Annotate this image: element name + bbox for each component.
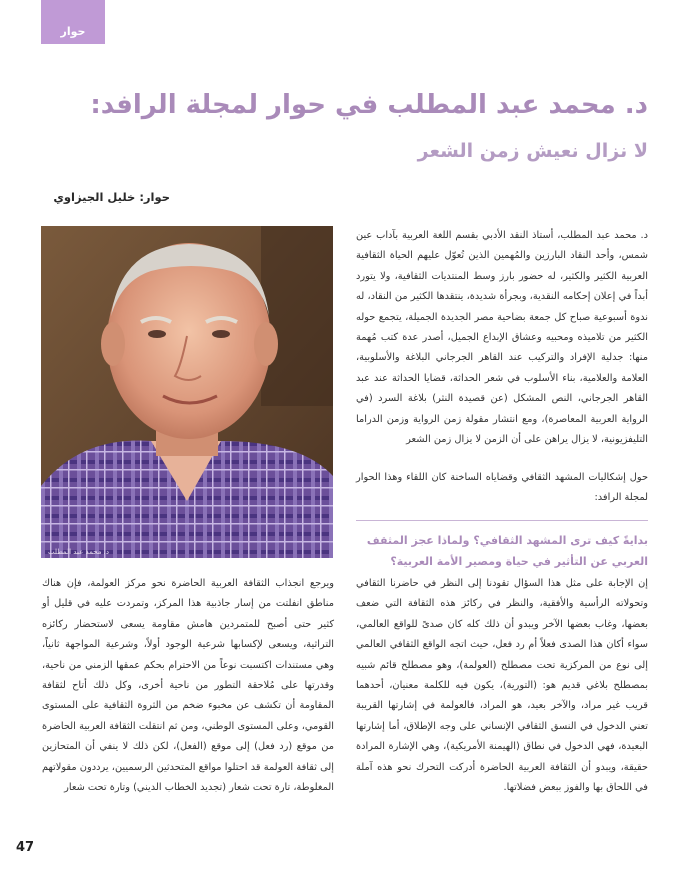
answer-column-left	[42, 574, 334, 798]
answer-paragraph: إن الإجابة على مثل هذا السؤال تقودنا إلى النظر في حاضرنا الثقافي وتحولاته الرأسية والأفقية، والنظر في ركائز هذه الثقافة التي ضعف بعضها، وغاب بعضها الآخر ويبدو أن ذلك كله كان صدىً للواقع العالمي، سواء أكان هذا الصدى فعلاً أم رد فعل، حيث اتجه الواقع الثقافي العالمي إلى نوع من المركزية تحت مصطلح (العولمة)، وهو مصطلح قائم شبيه بمصطلح بلاغي قديم هو: (التورية)، يكون فيه للكلمة معنيان، أحدهما قريب غير مراد، والآخر بعيد، هو المراد، فالعولمة في إشارتها القريبة تعني الدخول في النسق الثقافي الإنساني على وجه الإطلاق، أما إشارتها البعيدة، فهي الدخول في نطاق (الهيمنة الأمريكية)، وهي الإشارة المرادة حقيقة، ويبدو أن الثقافة العربية الحاضرة أدركت التحرك نحو هذه آملة في اللحاق بها والفوز ببعض فضلاتها.	[356, 578, 648, 794]
article-subtitle: لا نزال نعيش زمن الشعر	[417, 140, 648, 162]
byline: حوار: خليل الجيزاوي	[53, 190, 170, 204]
answer-paragraph-continued: ويرجع انجذاب الثقافة العربية الحاضرة نحو مركز العولمة، فإن هناك مناطق انفلتت من إسار جاذبية هذا المركز، وتمردت عليه في قليل أو كثير حتى أصبح للمتمردين هامش مقاومة يسعى لاستحضار ركائزه التراثية، ويسعى لإكسابها شرعية الوجود أولاً، وشرعية المواجهة ثانياً، وهي مستندات اكتسبت نوعاً من الاحترام بحكم عمقها الزمني من ناحية، وقدرتها على مُلاحقة التطور من ناحية أخرى، وكل ذلك أتاح لثقافة المقاومة أن تكشف عن مخبوء ضخم من الثروة الثقافية على المستوى القومي، وعلى المستوى الوطني، ومن ثم انتقلت الثقافة العربية الحاضرة من موقع (رد فعل) إلى موقع (الفعل)، لكن ذلك لا ينفي أن المتحازين إلى ثقافة العولمة قد احتلوا مواقع المتحدثين الرسميين، يرددون مقولاتهم المغلوطة، تارة تحت شعار (تجديد الخطاب الديني) وتارة تحت شعار	[42, 578, 334, 794]
photo-caption: د. محمد عبد المطلب	[48, 548, 110, 556]
section-tag: حوار	[41, 0, 105, 44]
intro-paragraph: د. محمد عبد المطلب، أستاذ النقد الأدبي بقسم اللغة العربية بآداب عين شمس، وأحد النقاد البارزين والمُهمين الذين تُعوّل عليهم الحياة الثقافية العربية الكثير والكثير، له حضور بارز وسط المنتديات الثقافية، ولا يتورد أبداً في إعلان إحكامه النقدية، وبجرأة شديدة، ينتقدها الكثير من النقاد، له ندوة أسبوعية صباح كل جمعة بضاحية مصر الجديدة الجميلة، يتجمع حوله الكثير من تلاميذه ومحبيه وعشاق الإبداع الجميل، أصدر عدة كتب مُهمة منها: جدلية الإفراد والتركيب عند القاهر الجرجاني البلاغة والأسلوبية، العلامة والعلامية، بناء الأسلوب في شعر الحداثة، قضايا الحداثة عند عبد القاهر الجرجاني، النص المشكل (عن قصيدة النثر) بلاغة السرد (في الرواية العربية المعاصرة)، ومع انتشار مقولة زمن الرواية وزمن الدراما التليفزيونية، لا يزال يراهن على أن الزمن لا يزال زمن الشعر	[356, 230, 648, 446]
answer-column-right	[356, 574, 648, 798]
article-title: د. محمد عبد المطلب في حوار لمجلة الرافد:	[90, 90, 648, 120]
intro-text	[356, 226, 648, 450]
portrait-photo	[41, 226, 333, 558]
page-number: 47	[16, 840, 35, 855]
question-divider	[356, 520, 648, 521]
intro-closing	[356, 468, 648, 509]
intro-closing-paragraph: حول إشكاليات المشهد الثقافي وقضاياه الساخنة كان اللقاء وهذا الحوار لمجلة الرافد:	[356, 472, 648, 504]
interview-question: بدايةً كيف ترى المشهد الثقافي؟ ولماذا عجز المثقف العربي عن التأثير في حياة ومصير الأمة العربية؟	[366, 534, 648, 568]
